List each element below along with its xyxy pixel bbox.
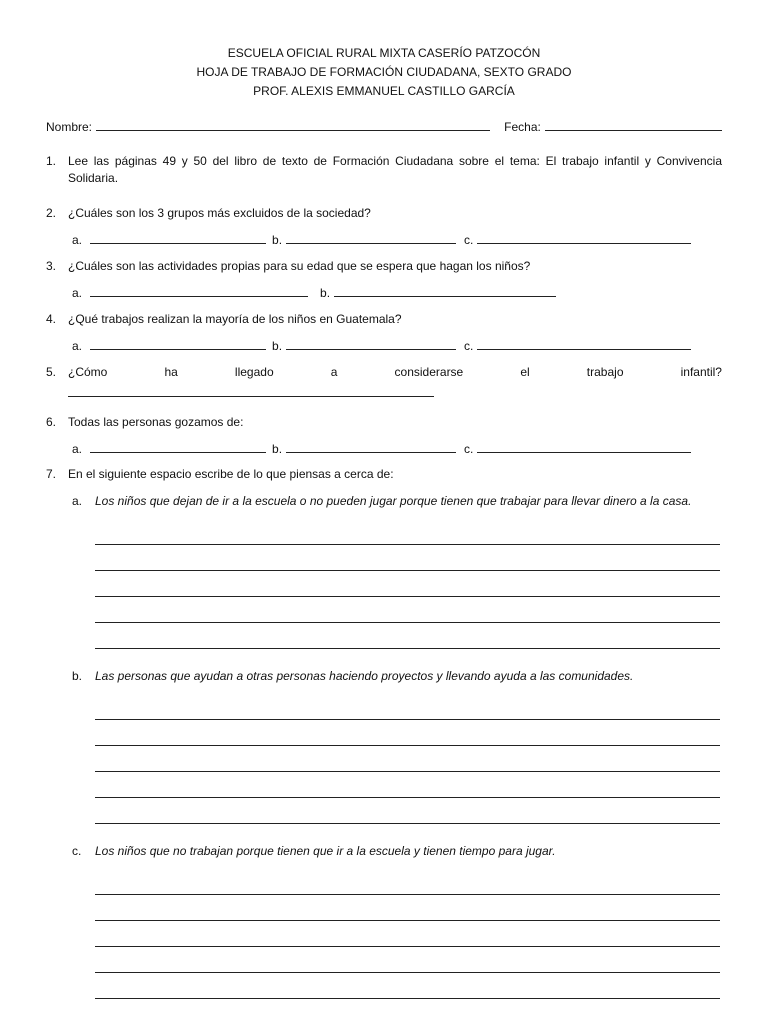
answer-blank-b[interactable]	[334, 285, 556, 297]
question-word: ¿Cómo	[68, 365, 108, 379]
question-text: ¿Cuáles son los 3 grupos más excluidos de la sociedad?	[68, 206, 371, 220]
option-label-a: a.	[72, 286, 83, 300]
answer-blank-a[interactable]	[90, 285, 308, 297]
question-word: a	[330, 365, 338, 379]
answer-blank-c[interactable]	[477, 441, 691, 453]
answer-blank-a[interactable]	[90, 441, 266, 453]
writing-line[interactable]	[95, 597, 720, 623]
answer-blank-c[interactable]	[477, 232, 691, 244]
item-label: b.	[72, 669, 83, 683]
item-text: Los niños que no trabajan porque tienen que ir a la escuela y tienen tiempo para jugar.	[95, 844, 556, 858]
question-text: Todas las personas gozamos de:	[68, 415, 244, 429]
question-number: 3.	[46, 259, 57, 273]
question-word: ha	[164, 365, 178, 379]
q7-item-a	[46, 493, 722, 510]
option-label-c: c.	[464, 339, 474, 353]
writing-line[interactable]	[95, 895, 720, 921]
answer-options	[46, 338, 722, 355]
question-6	[46, 414, 722, 431]
question-text: ¿Cuáles son las actividades propias para su edad que se espera que hagan los niños?	[68, 259, 531, 273]
option-label-b: b.	[272, 442, 283, 456]
writing-line[interactable]	[95, 623, 720, 649]
option-label-b: b.	[272, 339, 283, 353]
teacher-name: PROF. ALEXIS EMMANUEL CASTILLO GARCÍA	[253, 84, 515, 98]
question-number: 5.	[46, 365, 57, 379]
q7-item-b	[46, 668, 722, 685]
writing-lines-c	[95, 869, 722, 999]
school-name: ESCUELA OFICIAL RURAL MIXTA CASERÍO PATZOCÓN	[227, 46, 541, 60]
writing-line[interactable]	[95, 519, 720, 545]
question-number: 4.	[46, 312, 57, 326]
question-word: llegado	[234, 365, 274, 379]
item-text: Las personas que ayudan a otras personas haciendo proyectos y llevando ayuda a las comunidades.	[95, 669, 634, 683]
writing-line[interactable]	[95, 571, 720, 597]
question-4	[46, 311, 722, 328]
writing-line[interactable]	[95, 869, 720, 895]
date-label: Fecha:	[504, 120, 541, 134]
answer-blank-a[interactable]	[90, 338, 266, 350]
question-5	[46, 364, 722, 381]
name-label: Nombre:	[46, 120, 93, 134]
writing-line[interactable]	[95, 772, 720, 798]
option-label-c: c.	[464, 442, 474, 456]
answer-options	[46, 232, 722, 249]
question-1	[46, 153, 722, 187]
question-number: 6.	[46, 415, 57, 429]
writing-line[interactable]	[95, 720, 720, 746]
question-3	[46, 258, 722, 275]
item-text: Los niños que dejan de ir a la escuela o no pueden jugar porque tienen que trabajar para llevar dinero a la casa.	[95, 494, 692, 508]
option-label-a: a.	[72, 233, 83, 247]
question-word: trabajo	[586, 365, 624, 379]
option-label-b: b.	[320, 286, 331, 300]
answer-options	[46, 285, 722, 302]
item-label: a.	[72, 494, 83, 508]
item-label: c.	[72, 844, 82, 858]
name-blank[interactable]	[96, 119, 490, 131]
date-blank[interactable]	[545, 119, 722, 131]
question-number: 7.	[46, 467, 57, 481]
writing-line[interactable]	[95, 798, 720, 824]
question-word: el	[520, 365, 530, 379]
writing-line[interactable]	[95, 545, 720, 571]
question-text: En el siguiente espacio escribe de lo que piensas a cerca de:	[68, 467, 394, 481]
answer-options	[46, 441, 722, 458]
answer-blank-b[interactable]	[286, 441, 456, 453]
answer-blank[interactable]	[68, 385, 434, 397]
answer-blank-b[interactable]	[286, 338, 456, 350]
question-7	[46, 466, 722, 483]
option-label-a: a.	[72, 442, 83, 456]
question-number: 1.	[46, 154, 57, 168]
writing-line[interactable]	[95, 973, 720, 999]
question-word: infantil?	[680, 365, 722, 379]
header	[46, 44, 722, 101]
question-2	[46, 205, 722, 222]
question-text	[68, 364, 722, 381]
option-label-b: b.	[272, 233, 283, 247]
name-date-row	[46, 119, 722, 139]
writing-line[interactable]	[95, 746, 720, 772]
writing-line[interactable]	[95, 947, 720, 973]
option-label-c: c.	[464, 233, 474, 247]
question-text: Lee las páginas 49 y 50 del libro de texto de Formación Ciudadana sobre el tema: El trabajo infantil y Convivencia Solidaria.	[68, 154, 722, 185]
writing-line[interactable]	[95, 921, 720, 947]
writing-line[interactable]	[95, 694, 720, 720]
question-number: 2.	[46, 206, 57, 220]
answer-blank-a[interactable]	[90, 232, 266, 244]
writing-lines-b	[95, 694, 722, 824]
q7-item-c	[46, 843, 722, 860]
option-label-a: a.	[72, 339, 83, 353]
answer-blank-b[interactable]	[286, 232, 456, 244]
writing-lines-a	[95, 519, 722, 649]
sheet-title: HOJA DE TRABAJO DE FORMACIÓN CIUDADANA, SEXTO GRADO	[196, 65, 572, 79]
question-word: considerarse	[394, 365, 464, 379]
question-text: ¿Qué trabajos realizan la mayoría de los niños en Guatemala?	[68, 312, 402, 326]
answer-blank-c[interactable]	[477, 338, 691, 350]
